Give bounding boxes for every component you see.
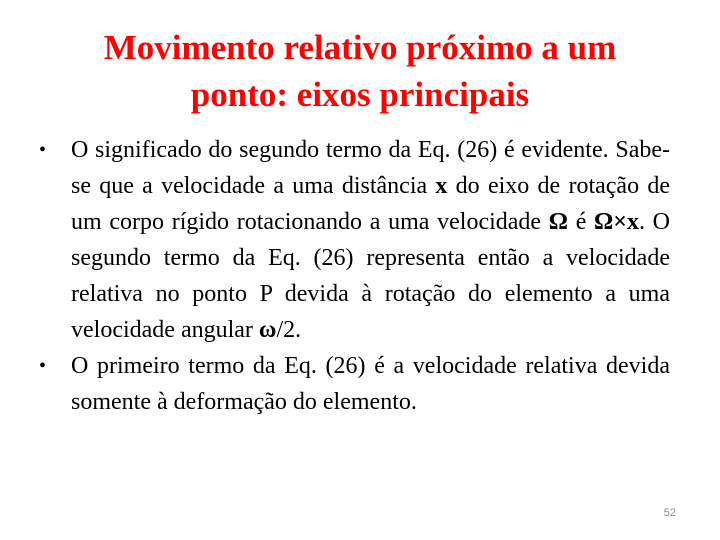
bullet-item-1 xyxy=(36,132,670,348)
small-omega-symbol: ω xyxy=(258,317,277,343)
bullet-text-part: do eixo de rotação de um corpo rígido rotacionando a uma velocidade xyxy=(71,173,670,235)
bullet-text-part: O significado do segundo termo da Eq. (26) é evidente. Sabe-se que a velocidade a uma distância xyxy=(71,137,670,199)
bullet-text-part: /2. xyxy=(276,317,302,343)
slide-title-line1: Movimento relativo próximo a um xyxy=(103,28,617,67)
bullet-marker: • xyxy=(39,139,47,161)
page-number: 52 xyxy=(663,507,676,519)
omega-cross-x-expression: Ω×x xyxy=(594,209,639,235)
bullet-text-part: é xyxy=(567,209,595,235)
slide-title xyxy=(40,24,680,118)
omega-symbol: Ω xyxy=(548,209,568,235)
vector-x-symbol: x xyxy=(435,173,448,199)
bullet-item-2 xyxy=(36,348,670,420)
bullet-marker: • xyxy=(39,355,47,377)
bullet-text: O primeiro termo da Eq. (26) é a velocidade relativa devida somente à deformação do elemento. xyxy=(71,353,670,415)
bullet-text-part: . O segundo termo da Eq. (26) representa então a velocidade relativa no ponto P devida à rotação do elemento a uma velocidade angular xyxy=(71,209,670,343)
slide-title-line2: ponto: eixos principais xyxy=(190,75,530,114)
bullet-list xyxy=(36,132,670,420)
